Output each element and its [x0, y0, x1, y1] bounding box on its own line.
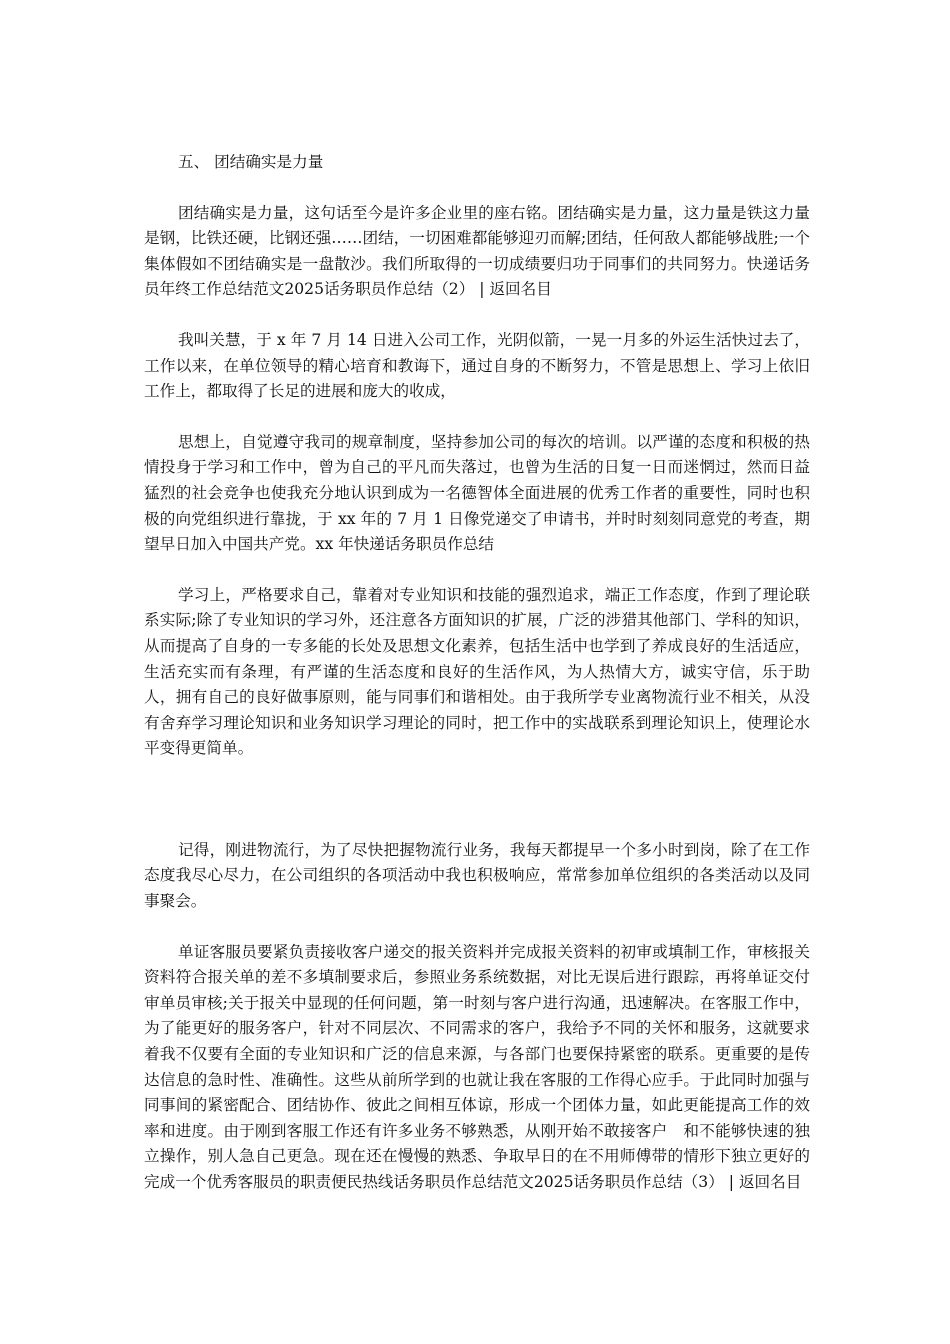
paragraph-introduction: 我叫关慧，于 x 年 7 月 14 日进入公司工作，光阴似箭，一晃一月多的外运生活快过去了，工作以来，在单位领导的精心培育和教诲下，通过自身的不断努力，不管是思想上、学习上依旧工作上，都取得了长足的进展和庞大的收成， [144, 330, 810, 401]
paragraph-customer-service: 单证客服员要紧负责接收客户递交的报关资料并完成报关资料的初审或填制工作，审核报关资料符合报关单的差不多填制要求后，参照业务系统数据，对比无误后进行跟踪，再将单证交付审单员审核;关于报关中显现的任何问题，第一时刻与客户进行沟通，迅速解决。在客服工作中，为了能更好的服务客户，针对不同层次、不同需求的客户，我给予不同的关怀和服务，这就要求着我不仅要有全面的专业知识和广泛的信息来源，与各部门也要保持紧密的联系。更重要的是传达信息的急时性、准确性。这些从前所学到的也就让我在客服的工作得心应手。于此同时加强与同事间的紧密配合、团结协作、彼此之间相互体谅，形成一个团体力量，如此更能提高工作的效率和进度。由于刚到客服工作还有许多业务不够熟悉，从刚开始不敢接客户 和不能够快速的独立操作，别人急自己更急。现在还在慢慢的熟悉、争取早日的在不用师傅带的情形下独立更好的完成一个优秀客服员的职责便民热线话务职员作总结范文2025话务职员作总结（3） | 返回名目 [144, 942, 810, 1191]
paragraph-gap [144, 303, 810, 328]
paragraph-gap [144, 558, 810, 583]
paragraph-gap [144, 405, 810, 430]
document-page [144, 150, 810, 1196]
paragraph-thought: 思想上，自觉遵守我司的规章制度，坚持参加公司的每次的培训。以严谨的态度和积极的热情投身于学习和工作中，曾为自己的平凡而失落过，也曾为生活的日复一日而迷惘过，然而日益猛烈的社会竞争也使我充分地认识到成为一名德智体全面进展的优秀工作者的重要性，同时也积极的向党组织进行靠拢，于 xx 年的 7 月 1 日像党递交了申请书，并时时刻刻同意党的考查，期望早日加入中国共产党。xx 年快递话务职员作总结 [144, 432, 810, 554]
paragraph-gap-large [144, 762, 810, 838]
paragraph-unity: 团结确实是力量，这句话至今是许多企业里的座右铭。团结确实是力量，这力量是铁这力量是钢，比铁还硬，比钢还强……团结，一切困难都能够迎刃而解;团结，任何敌人都能够战胜;一个集体假如不团结确实是一盘散沙。我们所取得的一切成绩要归功于同事们的共同努力。快递话务员年终工作总结范文2025话务职员作总结（2） | 返回名目 [144, 203, 810, 299]
paragraph-logistics: 记得，刚进物流行，为了尽快把握物流行业务，我每天都提早一个多小时到岗，除了在工作态度我尽心尽力，在公司组织的各项活动中我也积极响应，常常参加单位组织的各类活动以及同事聚会。 [144, 840, 810, 911]
section-heading: 五、 团结确实是力量 [178, 153, 324, 171]
paragraph-study: 学习上，严格要求自己，靠着对专业知识和技能的强烈追求，端正工作态度，作到了理论联系实际;除了专业知识的学习外，还注意各方面知识的扩展，广泛的涉猎其他部门、学科的知识，从而提高了自身的一专多能的长处及思想文化素养，包括生活中也学到了养成良好的生活适应，生活充实而有条理，有严谨的生活态度和良好的生活作风，为人热情大方，诚实守信，乐于助人，拥有自己的良好做事原则，能与同事们和谐相处。由于我所学专业离物流行业不相关，从没有舍弃学习理论知识和业务知识学习理论的同时，把工作中的实战联系到理论知识上，使理论水平变得更简单。 [144, 585, 810, 758]
paragraph-gap [144, 915, 810, 940]
